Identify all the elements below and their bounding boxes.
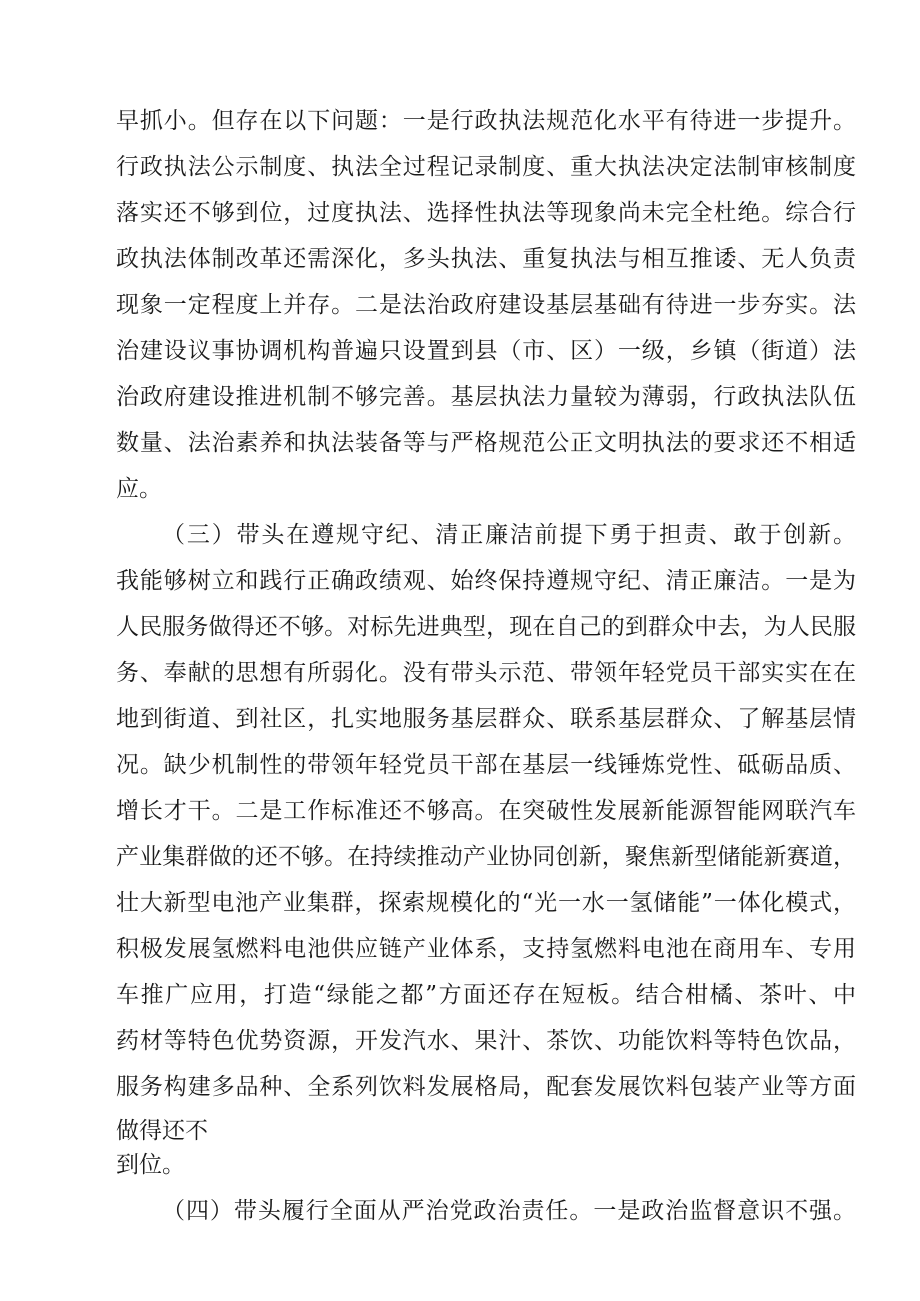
text-line-20: 车推广应用，打造“绿能之都”方面还存在短板。结合柑橘、茶叶、中 [116, 982, 856, 1008]
text-line-19: 积极发展氢燃料电池供应链产业体系，支持氢燃料电池在商用车、专用 [116, 936, 856, 962]
text-line-12: 人民服务做得还不够。对标先进典型，现在自己的到群众中去，为人民服 [116, 614, 856, 640]
text-line-14: 地到街道、到社区，扎实地服务基层群众、联系基层群众、了解基层情 [116, 706, 856, 732]
text-line-3: 落实还不够到位，过度执法、选择性执法等现象尚未完全杜绝。综合行 [116, 200, 856, 226]
text-line-13: 务、奉献的思想有所弱化。没有带头示范、带领年轻党员干部实实在在 [116, 660, 856, 686]
text-line-8: 数量、法治素养和执法装备等与严格规范公正文明执法的要求还不相适 [116, 430, 856, 456]
text-line-21: 药材等特色优势资源，开发汽水、果汁、茶饮、功能饮料等特色饮品， [116, 1028, 856, 1054]
text-line-1: 早抓小。但存在以下问题：一是行政执法规范化水平有待进一步提升。 [116, 108, 856, 134]
section-heading-3: （三）带头在遵规守纪、清正廉洁前提下勇于担责、敢于创新。 [162, 522, 856, 548]
text-line-11: 我能够树立和践行正确政绩观、始终保持遵规守纪、清正廉洁。一是为 [116, 568, 856, 594]
text-line-15: 况。缺少机制性的带领年轻党员干部在基层一线锤炼党性、砥砺品质、 [116, 752, 856, 778]
text-line-17: 产业集群做的还不够。在持续推动产业协同创新，聚焦新型储能新赛道， [116, 844, 856, 870]
text-line-4: 政执法体制改革还需深化，多头执法、重复执法与相互推诿、无人负责 [116, 246, 856, 272]
text-line-18: 壮大新型电池产业集群，探索规模化的“光一水一氢储能”一体化模式， [116, 890, 856, 916]
text-line-5: 现象一定程度上并存。二是法治政府建设基层基础有待进一步夯实。法 [116, 292, 856, 318]
text-line-22: 服务构建多品种、全系列饮料发展格局，配套发展饮料包装产业等方面 [116, 1074, 856, 1100]
text-line-23: 做得还不 [116, 1118, 208, 1144]
text-line-9: 应。 [116, 476, 162, 502]
section-heading-4: （四）带头履行全面从严治党政治责任。一是政治监督意识不强。 [162, 1198, 856, 1224]
text-line-16: 增长才干。二是工作标准还不够高。在突破性发展新能源智能网联汽车 [116, 798, 856, 824]
text-line-24: 到位。 [116, 1152, 185, 1178]
text-line-6: 治建设议事协调机构普遍只设置到县（市、区）一级，乡镇（街道）法 [116, 338, 856, 364]
text-line-2: 行政执法公示制度、执法全过程记录制度、重大执法决定法制审核制度 [116, 154, 856, 180]
text-line-7: 治政府建设推进机制不够完善。基层执法力量较为薄弱，行政执法队伍 [116, 384, 856, 410]
